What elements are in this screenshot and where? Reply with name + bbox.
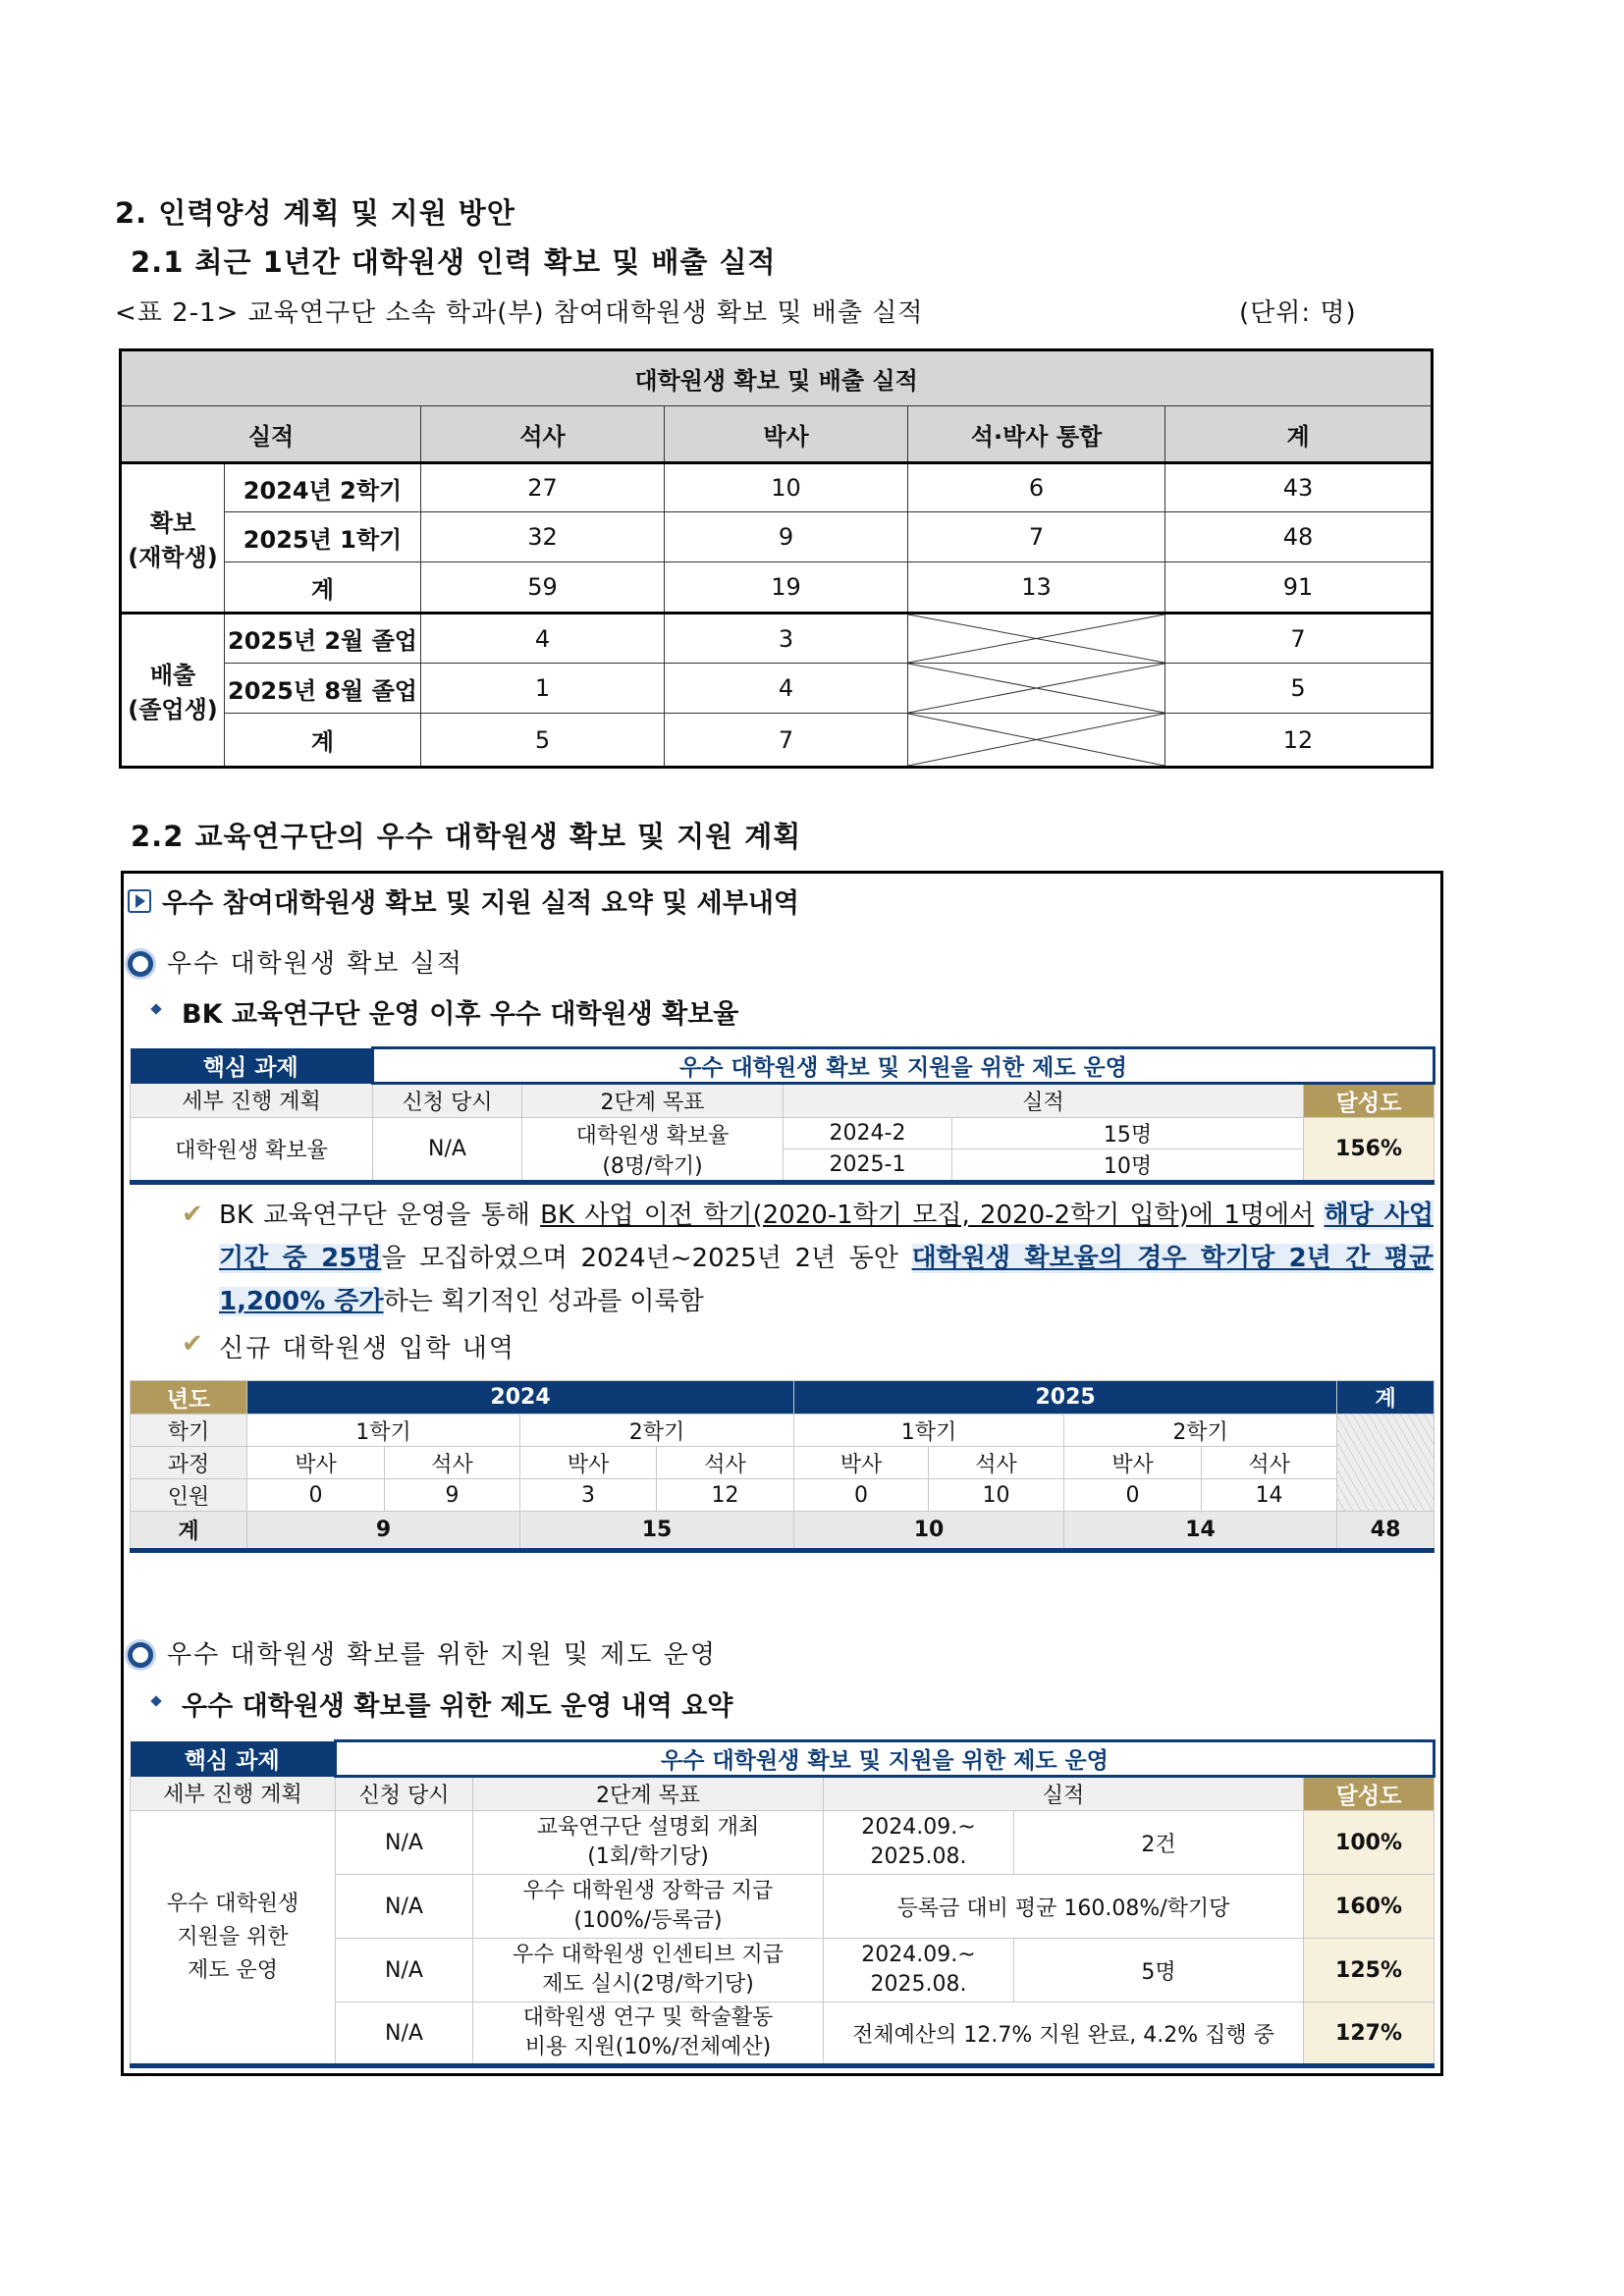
count-cell: 0: [1064, 1479, 1202, 1512]
core-title: 우수 대학원생 확보 및 지원을 위한 제도 운영: [336, 1741, 1435, 1777]
column-header: 박사: [665, 406, 908, 463]
goal-cell: [473, 1939, 824, 2002]
sum-cell: 15: [520, 1512, 794, 1551]
cell-line: 교육연구단 설명회 개최: [536, 1815, 760, 1840]
column-header: 신청 당시: [373, 1084, 522, 1118]
column-header: 석사: [421, 406, 665, 463]
core-title: 우수 대학원생 확보 및 지원을 위한 제도 운영: [373, 1048, 1435, 1084]
highlight-text: 대학원생 확보율의 경우 학기당 2년 간 평균 1,200% 증가: [219, 1244, 1435, 1316]
sub-heading: 우수 대학원생 확보를 위한 제도 운영 내역 요약: [182, 1691, 733, 1722]
value-cell: 32: [421, 512, 665, 562]
table-row: [121, 512, 1433, 562]
column-header: 달성도: [1304, 1084, 1435, 1118]
value-cell: 1: [421, 664, 665, 714]
applied-cell: N/A: [336, 1875, 473, 1939]
paragraph-text: BK 사업 이전 학기(2020-1학기 모집, 2020-2학기 입학)에 1명에서: [540, 1201, 1315, 1230]
cell-line: 대학원생 확보율: [575, 1123, 730, 1148]
column-header: 세부 진행 계획: [131, 1777, 336, 1811]
paragraph-text: [1314, 1201, 1324, 1230]
grand-total-cell: 48: [1337, 1512, 1435, 1551]
applied-cell: N/A: [336, 1811, 473, 1875]
core-label: 핵심 과제: [131, 1741, 336, 1777]
column-header: 실적: [784, 1084, 1304, 1118]
row-header: 계: [131, 1512, 247, 1551]
table-row: [121, 614, 1433, 664]
hatched-cell: [1337, 1415, 1435, 1512]
period-cell: [824, 1939, 1014, 2002]
circle-bullet-icon: [128, 1642, 153, 1668]
period-cell: [824, 1811, 1014, 1875]
cell-line: (1회/학기당): [587, 1844, 709, 1869]
table-unit: (단위: 명): [1239, 298, 1357, 328]
highlight-text: 해당 사업 기간 중 25명: [219, 1201, 1434, 1273]
column-header: 실적: [121, 406, 421, 463]
year-header: 2024: [247, 1381, 794, 1415]
cell-line: 우수 대학원생 장학금 지급: [522, 1879, 774, 1903]
course-cell: 석사: [385, 1447, 520, 1479]
bullet-heading: 우수 대학원생 확보 실적: [167, 949, 463, 979]
row-label: 2025년 2월 졸업: [225, 614, 421, 664]
value-cell: 27: [421, 463, 665, 512]
cell-line: 우수 대학원생 인센티브 지급: [512, 1943, 784, 1967]
row-label: 2025년 8월 졸업: [225, 664, 421, 714]
course-cell: 석사: [657, 1447, 794, 1479]
table-row: [131, 1415, 1435, 1447]
row-label: 계: [225, 714, 421, 768]
value-cell: 7: [665, 714, 908, 768]
cell-line: 대학원생 연구 및 학술활동: [522, 2005, 774, 2030]
semester-cell: 1학기: [247, 1415, 520, 1447]
bullet-heading: 우수 대학원생 확보를 위한 지원 및 제도 운영: [167, 1640, 717, 1670]
column-header: 계: [1165, 406, 1433, 463]
subsection-heading-2-2: 2.2 교육연구단의 우수 대학원생 확보 및 지원 계획: [131, 820, 802, 853]
course-cell: 박사: [1064, 1447, 1202, 1479]
table-row: [131, 1381, 1435, 1415]
achievement-cell: 100%: [1304, 1811, 1435, 1875]
recruitment-table: [119, 348, 1434, 769]
result-cell: 등록금 대비 평균 160.08%/학기당: [824, 1875, 1304, 1939]
summary-paragraph: [219, 1194, 1434, 1323]
term-cell: 2025-1: [784, 1149, 952, 1183]
course-cell: 박사: [794, 1447, 929, 1479]
table-row: [131, 1447, 1435, 1479]
column-header: 2단계 목표: [473, 1777, 824, 1811]
cell-line: 2024.09.~: [861, 1943, 976, 1967]
value-cell: 5: [1165, 664, 1433, 714]
cell-line: 우수 대학원생: [166, 1891, 299, 1916]
value-cell: 6: [908, 463, 1165, 512]
cell-line: (재학생): [128, 544, 218, 571]
semester-cell: 2학기: [520, 1415, 794, 1447]
value-cell: 19: [665, 562, 908, 614]
group-label: [121, 614, 225, 768]
goal-cell: [473, 2002, 824, 2066]
check-icon: ✔: [182, 1200, 203, 1229]
value-cell: 43: [1165, 463, 1433, 512]
cell-line: 2025.08.: [870, 1972, 967, 1997]
group-label: [121, 463, 225, 614]
cell-line: 지원을 위한: [177, 1924, 289, 1949]
count-cell: 0: [794, 1479, 929, 1512]
year-header: 2025: [794, 1381, 1337, 1415]
table-row: [131, 1118, 1435, 1149]
value-cell: 3: [665, 614, 908, 664]
count-cell: 9: [385, 1479, 520, 1512]
value-cell: 5: [421, 714, 665, 768]
row-header: 과정: [131, 1447, 247, 1479]
column-header: 신청 당시: [336, 1777, 473, 1811]
table-row: [121, 463, 1433, 512]
achievement-cell: 127%: [1304, 2002, 1435, 2066]
count-cell: 3: [520, 1479, 657, 1512]
check-icon: ✔: [182, 1329, 203, 1359]
row-header: 학기: [131, 1415, 247, 1447]
cell-line: 제도 운영: [187, 1957, 278, 1983]
column-header: 석·박사 통합: [908, 406, 1165, 463]
result-cell: 15명: [952, 1118, 1304, 1149]
term-cell: 2024-2: [784, 1118, 952, 1149]
count-cell: 10: [929, 1479, 1064, 1512]
goal-cell: [473, 1811, 824, 1875]
paragraph-text: 하는 획기적인 성과를 이룩함: [383, 1287, 704, 1316]
course-cell: 박사: [247, 1447, 385, 1479]
cell-line: 확보: [149, 509, 196, 537]
row-label: 2025년 1학기: [225, 512, 421, 562]
column-header: 실적: [824, 1777, 1304, 1811]
value-cell: 7: [1165, 614, 1433, 664]
table-row: [131, 1048, 1435, 1084]
course-cell: 석사: [929, 1447, 1064, 1479]
value-cell: 48: [1165, 512, 1433, 562]
table-row: [121, 714, 1433, 768]
row-header: 년도: [131, 1381, 247, 1415]
crossed-cell: [908, 614, 1165, 664]
table-row: [121, 406, 1433, 463]
section-heading: 2. 인력양성 계획 및 지원 방안: [115, 196, 515, 230]
count-cell: 0: [247, 1479, 385, 1512]
table-caption: <표 2-1> 교육연구단 소속 학과(부) 참여대학원생 확보 및 배출 실적: [115, 298, 924, 328]
cell-line: (100%/등록금): [573, 1908, 723, 1933]
sum-cell: 10: [794, 1512, 1064, 1551]
crossed-cell: [908, 714, 1165, 768]
subsection-heading: 2.1 최근 1년간 대학원생 인력 확보 및 배출 실적: [131, 245, 777, 279]
column-header: 달성도: [1304, 1777, 1435, 1811]
total-header: 계: [1337, 1381, 1435, 1415]
sum-cell: 9: [247, 1512, 520, 1551]
table-row: [121, 350, 1433, 406]
value-cell: 9: [665, 512, 908, 562]
crossed-cell: [908, 664, 1165, 714]
paragraph-text: 을 모집하였으며 2024년~2025년 2년 동안: [381, 1244, 912, 1273]
recruitment-rate-table: [130, 1046, 1435, 1185]
cell-line: 제도 실시(2명/학기당): [542, 1972, 754, 1997]
column-header: 2단계 목표: [522, 1084, 784, 1118]
plan-cell: 대학원생 확보율: [131, 1118, 373, 1183]
table-row: [131, 1479, 1435, 1512]
table-row: [131, 1512, 1435, 1551]
circle-bullet-icon: [128, 951, 153, 977]
row-label: 계: [225, 562, 421, 614]
value-cell: 4: [665, 664, 908, 714]
result-cell: 2건: [1014, 1811, 1304, 1875]
cell-line: 2025.08.: [870, 1844, 967, 1869]
box-title: 우수 참여대학원생 확보 및 지원 실적 요약 및 세부내역: [162, 888, 800, 919]
applied-cell: N/A: [336, 1939, 473, 2002]
applied-cell: N/A: [373, 1118, 522, 1183]
goal-cell: [473, 1875, 824, 1939]
table-row: [121, 562, 1433, 614]
table-title: 대학원생 확보 및 배출 실적: [121, 350, 1433, 406]
paragraph-text: BK 교육연구단 운영을 통해: [219, 1201, 541, 1230]
cell-line: 비용 지원(10%/전체예산): [524, 2035, 772, 2059]
program-table: [130, 1739, 1435, 2068]
table-row: [131, 1811, 1435, 1875]
semester-cell: 2학기: [1064, 1415, 1337, 1447]
sum-cell: 14: [1064, 1512, 1337, 1551]
course-cell: 석사: [1202, 1447, 1337, 1479]
count-cell: 14: [1202, 1479, 1337, 1512]
sub-heading: BK 교육연구단 운영 이후 우수 대학원생 확보율: [182, 999, 739, 1030]
semester-cell: 1학기: [794, 1415, 1064, 1447]
table-row: [131, 1084, 1435, 1118]
value-cell: 10: [665, 463, 908, 512]
table-row: [131, 1741, 1435, 1777]
admissions-table: [130, 1380, 1435, 1553]
value-cell: 91: [1165, 562, 1433, 614]
cell-line: 배출: [149, 662, 196, 689]
achievement-cell: 156%: [1304, 1118, 1435, 1183]
check-item: 신규 대학원생 입학 내역: [219, 1334, 515, 1363]
value-cell: 7: [908, 512, 1165, 562]
play-icon: [128, 889, 151, 913]
value-cell: 4: [421, 614, 665, 664]
applied-cell: N/A: [336, 2002, 473, 2066]
table-row: [121, 664, 1433, 714]
count-cell: 12: [657, 1479, 794, 1512]
value-cell: 12: [1165, 714, 1433, 768]
goal-cell: [522, 1118, 784, 1183]
value-cell: 59: [421, 562, 665, 614]
plan-cell: [131, 1811, 336, 2066]
result-cell: 전체예산의 12.7% 지원 완료, 4.2% 집행 중: [824, 2002, 1304, 2066]
column-header: 세부 진행 계획: [131, 1084, 373, 1118]
row-label: 2024년 2학기: [225, 463, 421, 512]
cell-line: (8명/학기): [602, 1153, 703, 1179]
result-cell: 5명: [1014, 1939, 1304, 2002]
table-row: [131, 1777, 1435, 1811]
cell-line: 2024.09.~: [861, 1815, 976, 1840]
cell-line: (졸업생): [128, 696, 218, 723]
value-cell: 13: [908, 562, 1165, 614]
achievement-cell: 160%: [1304, 1875, 1435, 1939]
course-cell: 박사: [520, 1447, 657, 1479]
result-cell: 10명: [952, 1149, 1304, 1183]
achievement-cell: 125%: [1304, 1939, 1435, 2002]
row-header: 인원: [131, 1479, 247, 1512]
core-label: 핵심 과제: [131, 1048, 373, 1084]
